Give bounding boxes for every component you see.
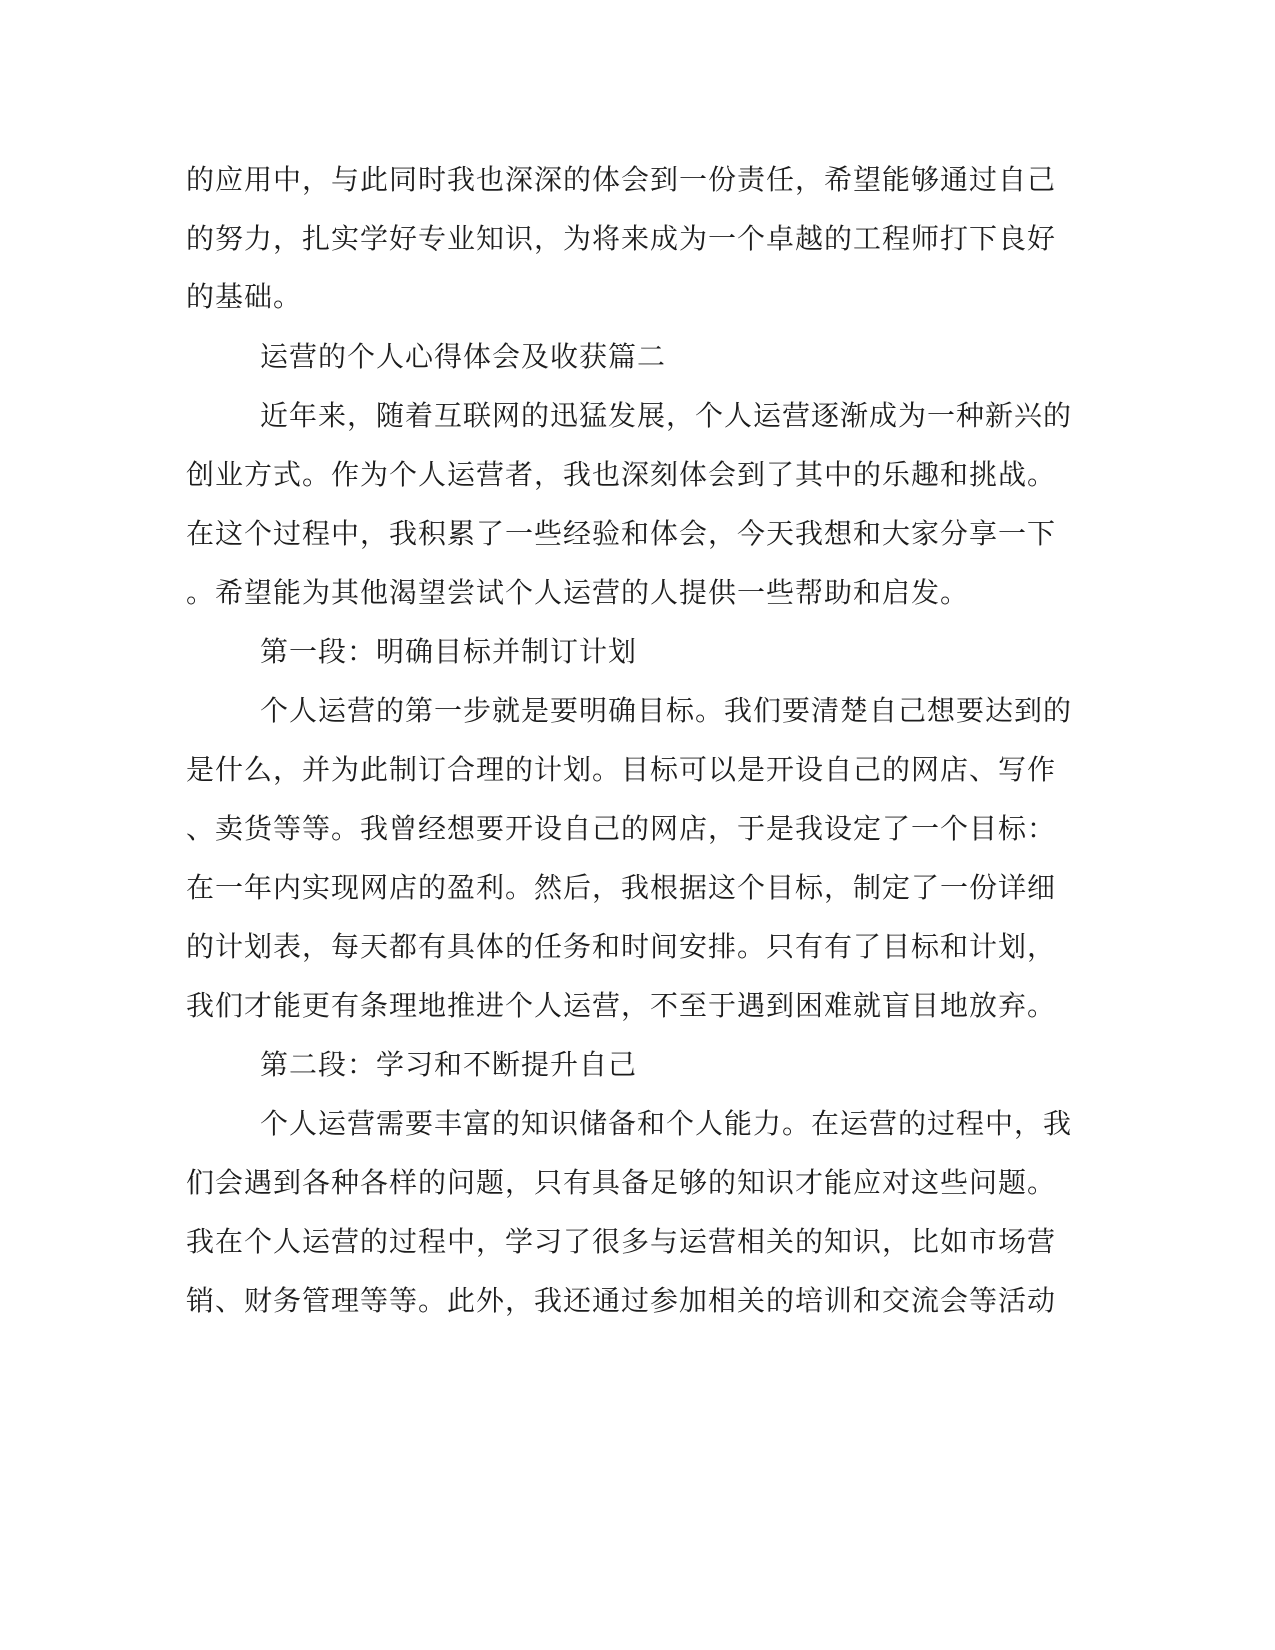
text-line: 个人运营需要丰富的知识储备和个人能力。在运营的过程中，我 [260, 1107, 1073, 1140]
text-line: 我们才能更有条理地推进个人运营，不至于遇到困难就盲目地放弃。 [186, 989, 1057, 1022]
section-heading: 运营的个人心得体会及收获篇二 [260, 340, 667, 373]
text-line: 在这个过程中，我积累了一些经验和体会，今天我想和大家分享一下 [186, 517, 1057, 550]
text-line: 的应用中，与此同时我也深深的体会到一份责任，希望能够通过自己 [186, 163, 1057, 196]
text-line: 是什么，并为此制订合理的计划。目标可以是开设自己的网店、写作 [186, 753, 1057, 786]
text-line: 在一年内实现网店的盈利。然后，我根据这个目标，制定了一份详细 [186, 871, 1057, 904]
text-line: 的基础。 [186, 280, 303, 313]
text-line: 们会遇到各种各样的问题，只有具备足够的知识才能应对这些问题。 [186, 1166, 1057, 1199]
text-line: 个人运营的第一步就是要明确目标。我们要清楚自己想要达到的 [260, 694, 1073, 727]
text-line: 创业方式。作为个人运营者，我也深刻体会到了其中的乐趣和挑战。 [186, 458, 1057, 491]
text-line: 。希望能为其他渴望尝试个人运营的人提供一些帮助和启发。 [186, 576, 970, 609]
text-line: 销、财务管理等等。此外，我还通过参加相关的培训和交流会等活动 [186, 1284, 1057, 1317]
text-line: 我在个人运营的过程中，学习了很多与运营相关的知识，比如市场营 [186, 1225, 1057, 1258]
text-line: 、卖货等等。我曾经想要开设自己的网店，于是我设定了一个目标： [186, 812, 1057, 845]
text-line: 的计划表，每天都有具体的任务和时间安排。只有有了目标和计划， [186, 930, 1057, 963]
section-heading: 第一段：明确目标并制订计划 [260, 635, 638, 668]
text-line: 近年来，随着互联网的迅猛发展，个人运营逐渐成为一种新兴的 [260, 399, 1073, 432]
section-heading: 第二段：学习和不断提升自己 [260, 1048, 638, 1081]
text-line: 的努力，扎实学好专业知识，为将来成为一个卓越的工程师打下良好 [186, 222, 1057, 255]
